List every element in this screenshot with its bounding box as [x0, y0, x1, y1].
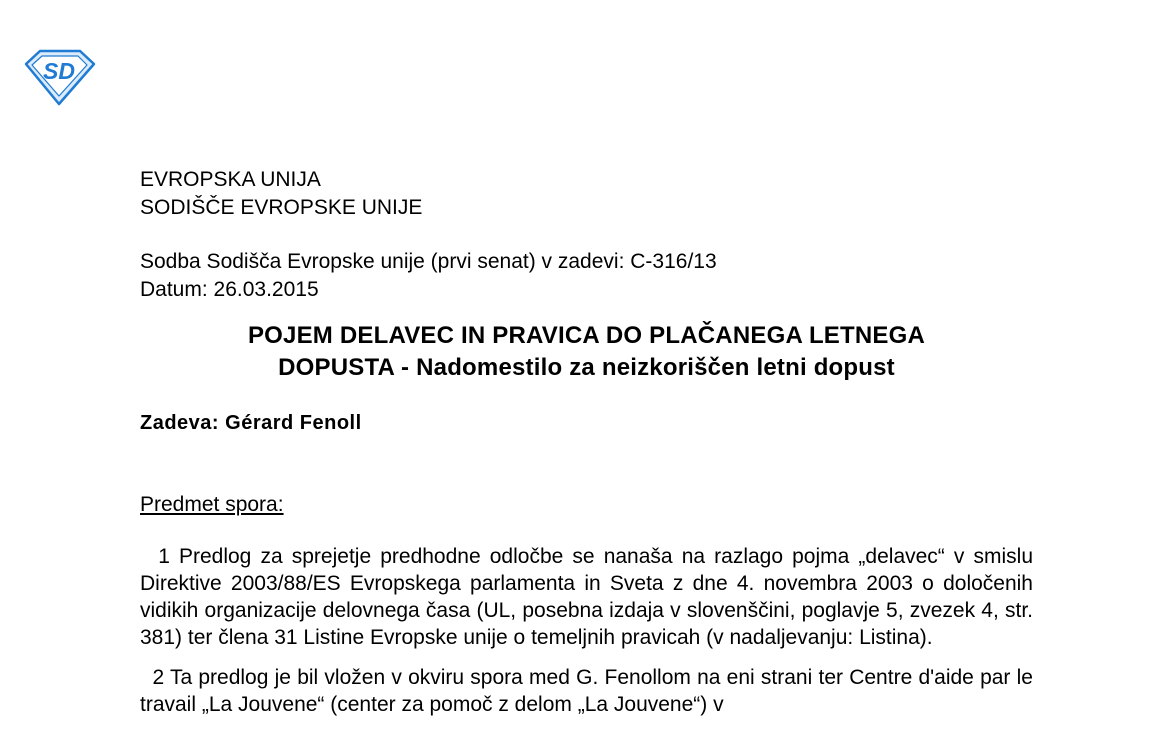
header-line-1: EVROPSKA UNIJA [140, 168, 321, 191]
paragraph-2: 2 Ta predlog je bil vložen v okviru spora med G. Fenollom na eni strani ter Centre d'aide par le travail „La Jouvene“ (center za pomoč z delom „La Jouvene“) v [140, 666, 1033, 716]
document-body [140, 166, 1033, 718]
case-reference: Sodba Sodišča Evropske unije (prvi senat) v zadevi: C-316/13 [140, 250, 717, 273]
sd-logo [22, 48, 96, 106]
title-line-2: DOPUSTA - Nadomestilo za neizkoriščen letni dopust [278, 354, 895, 381]
case-subject: Zadeva: Gérard Fenoll [140, 412, 362, 434]
header-line-2: SODIŠČE EVROPSKE UNIJE [140, 196, 423, 219]
case-date: Datum: 26.03.2015 [140, 278, 319, 301]
document-title [140, 320, 1033, 384]
section-heading: Predmet spora: [140, 493, 284, 516]
paragraph-1: 1 Predlog za sprejetje predhodne odločbe se nanaša na razlago pojma „delavec“ v smislu Direktive 2003/88/ES Evropskega parlamenta in Sveta z dne 4. novembra 2003 o določenih vidikih organizacije delovnega časa (UL, posebna izdaja v slovenščini, poglavje 5, zvezek 4, str. 381) ter člena 31 Listine Evropske unije o temeljnih pravicah (v nadaljevanju: Listina). [140, 545, 1033, 649]
title-line-1: POJEM DELAVEC IN PRAVICA DO PLAČANEGA LETNEGA [247, 322, 926, 349]
logo-text: SD [43, 58, 75, 84]
